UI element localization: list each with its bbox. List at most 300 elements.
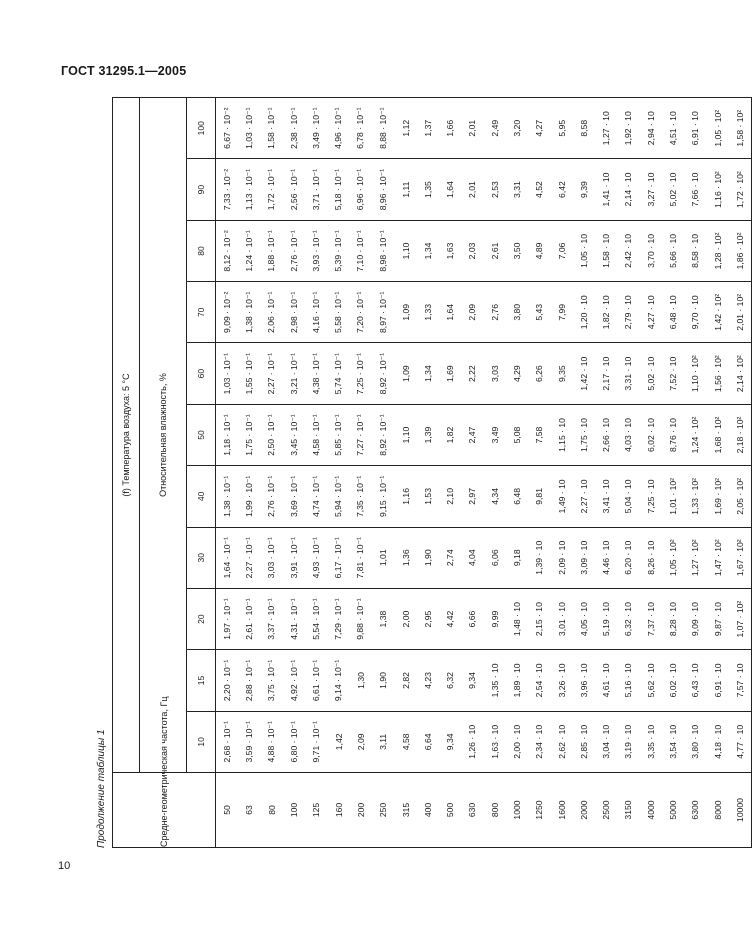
value-cell: 6,96 · 10⁻¹ — [350, 159, 372, 220]
value-cell: 5,39 · 10⁻¹ — [327, 220, 349, 281]
value-cell: 1,13 · 10⁻¹ — [238, 159, 260, 220]
value-cell: 1,34 — [417, 220, 439, 281]
value-cell: 4,27 — [528, 98, 550, 159]
value-cell: 6,78 · 10⁻¹ — [350, 98, 372, 159]
value-cell: 1,75 · 10⁻¹ — [238, 404, 260, 465]
value-cell: 3,71 · 10⁻¹ — [305, 159, 327, 220]
value-cell: 2,15 · 10 — [528, 588, 550, 649]
value-cell: 4,05 · 10 — [573, 588, 595, 649]
frequency-cell: 10000 — [729, 773, 752, 848]
value-cell: 5,74 · 10⁻¹ — [327, 343, 349, 404]
value-cell: 1,09 — [394, 282, 416, 343]
frequency-cell: 63 — [238, 773, 260, 848]
table-row — [550, 98, 572, 848]
value-cell: 6,61 · 10⁻¹ — [305, 650, 327, 711]
value-cell: 9,87 · 10 — [707, 588, 729, 649]
value-cell: 1,82 — [439, 404, 461, 465]
frequency-cell: 4000 — [640, 773, 662, 848]
value-cell: 1,42 · 10 — [573, 343, 595, 404]
value-cell: 3,20 — [506, 98, 528, 159]
table-row — [439, 98, 461, 848]
table-row — [261, 98, 283, 848]
value-cell: 3,31 — [506, 159, 528, 220]
value-cell: 1,90 — [417, 527, 439, 588]
frequency-cell: 1600 — [550, 773, 572, 848]
value-cell: 7,52 · 10 — [662, 343, 684, 404]
value-cell: 6,48 · 10 — [662, 282, 684, 343]
value-cell: 5,16 · 10 — [617, 650, 639, 711]
value-cell: 2,62 · 10 — [550, 711, 572, 772]
value-cell: 1,88 · 10⁻¹ — [261, 220, 283, 281]
value-cell: 1,01 — [372, 527, 394, 588]
value-cell: 1,47 · 10² — [707, 527, 729, 588]
value-cell: 1,39 — [417, 404, 439, 465]
table-row — [238, 98, 260, 848]
value-cell: 2,27 · 10⁻¹ — [261, 343, 283, 404]
value-cell: 7,99 — [550, 282, 572, 343]
value-cell: 2,54 · 10 — [528, 650, 550, 711]
value-cell: 4,51 · 10 — [662, 98, 684, 159]
value-cell: 2,49 — [484, 98, 506, 159]
value-cell: 7,58 — [528, 404, 550, 465]
value-cell: 1,11 — [394, 159, 416, 220]
value-cell: 1,27 · 10² — [684, 527, 706, 588]
value-cell: 5,54 · 10⁻¹ — [305, 588, 327, 649]
table-row — [729, 98, 752, 848]
table-row — [394, 98, 416, 848]
value-cell: 1,35 · 10 — [484, 650, 506, 711]
value-cell: 9,71 · 10⁻¹ — [305, 711, 327, 772]
value-cell: 2,17 · 10 — [595, 343, 617, 404]
value-cell: 1,64 — [439, 282, 461, 343]
value-cell: 1,39 · 10 — [528, 527, 550, 588]
value-cell: 1,03 · 10⁻¹ — [238, 98, 260, 159]
value-cell: 1,58 · 10⁻¹ — [261, 98, 283, 159]
value-cell: 5,85 · 10⁻¹ — [327, 404, 349, 465]
value-cell: 4,77 · 10 — [729, 711, 752, 772]
value-cell: 2,88 · 10⁻¹ — [238, 650, 260, 711]
value-cell: 9,35 — [550, 343, 572, 404]
frequency-cell: 250 — [372, 773, 394, 848]
page-number: 10 — [58, 860, 71, 872]
value-cell: 1,16 — [394, 466, 416, 527]
table-row — [305, 98, 327, 848]
table-row — [461, 98, 483, 848]
value-cell: 2,09 — [461, 282, 483, 343]
humidity-column-header: 50 — [187, 404, 216, 465]
value-cell: 9,15 · 10⁻¹ — [372, 466, 394, 527]
value-cell: 3,96 · 10 — [573, 650, 595, 711]
value-cell: 5,62 · 10 — [640, 650, 662, 711]
value-cell: 3,54 · 10 — [662, 711, 684, 772]
value-cell: 1,28 · 10² — [707, 220, 729, 281]
value-cell: 2,20 · 10⁻¹ — [216, 650, 239, 711]
value-cell: 8,76 · 10 — [662, 404, 684, 465]
frequency-cell: 200 — [350, 773, 372, 848]
value-cell: 2,03 — [461, 220, 483, 281]
value-cell: 4,92 · 10⁻¹ — [283, 650, 305, 711]
frequency-cell: 2500 — [595, 773, 617, 848]
value-cell: 1,64 · 10⁻¹ — [216, 527, 239, 588]
value-cell: 1,89 · 10 — [506, 650, 528, 711]
value-cell: 7,25 · 10⁻¹ — [350, 343, 372, 404]
table-row — [707, 98, 729, 848]
value-cell: 3,91 · 10⁻¹ — [283, 527, 305, 588]
frequency-cell: 630 — [461, 773, 483, 848]
value-cell: 6,43 · 10 — [684, 650, 706, 711]
value-cell: 9,99 — [484, 588, 506, 649]
value-cell: 1,56 · 10² — [707, 343, 729, 404]
value-cell: 1,15 · 10 — [550, 404, 572, 465]
value-cell: 3,09 · 10 — [573, 527, 595, 588]
value-cell: 4,38 · 10⁻¹ — [305, 343, 327, 404]
table-row — [216, 98, 239, 848]
value-cell: 2,76 — [484, 282, 506, 343]
value-cell: 7,35 · 10⁻¹ — [350, 466, 372, 527]
value-cell: 7,10 · 10⁻¹ — [350, 220, 372, 281]
table-row — [327, 98, 349, 848]
value-cell: 1,09 — [394, 343, 416, 404]
value-cell: 8,97 · 10⁻¹ — [372, 282, 394, 343]
value-cell: 1,58 · 10 — [595, 220, 617, 281]
value-cell: 4,58 — [394, 711, 416, 772]
value-cell: 3,11 — [372, 711, 394, 772]
value-cell: 2,68 · 10⁻¹ — [216, 711, 239, 772]
value-cell: 1,10 — [394, 404, 416, 465]
value-cell: 1,05 · 10² — [707, 98, 729, 159]
value-cell: 7,27 · 10⁻¹ — [350, 404, 372, 465]
value-cell: 4,46 · 10 — [595, 527, 617, 588]
value-cell: 8,12 · 10⁻² — [216, 220, 239, 281]
value-cell: 4,96 · 10⁻¹ — [327, 98, 349, 159]
value-cell: 3,70 · 10 — [640, 220, 662, 281]
value-cell: 9,18 — [506, 527, 528, 588]
value-cell: 1,10 · 10² — [684, 343, 706, 404]
value-cell: 2,76 · 10⁻¹ — [283, 220, 305, 281]
value-cell: 3,19 · 10 — [617, 711, 639, 772]
value-cell: 2,14 · 10 — [617, 159, 639, 220]
value-cell: 5,18 · 10⁻¹ — [327, 159, 349, 220]
table-body — [216, 98, 752, 848]
value-cell: 9,34 — [461, 650, 483, 711]
value-cell: 2,00 · 10 — [506, 711, 528, 772]
value-cell: 9,81 — [528, 466, 550, 527]
value-cell: 4,04 — [461, 527, 483, 588]
value-cell: 1,63 · 10 — [484, 711, 506, 772]
value-cell: 1,07 · 10² — [729, 588, 752, 649]
value-cell: 9,09 · 10⁻² — [216, 282, 239, 343]
value-cell: 4,03 · 10 — [617, 404, 639, 465]
value-cell: 2,09 · 10 — [550, 527, 572, 588]
value-cell: 9,39 — [573, 159, 595, 220]
value-cell: 6,91 · 10 — [707, 650, 729, 711]
value-cell: 1,05 · 10 — [573, 220, 595, 281]
value-cell: 3,45 · 10⁻¹ — [283, 404, 305, 465]
value-cell: 1,33 — [417, 282, 439, 343]
value-cell: 3,01 · 10 — [550, 588, 572, 649]
value-cell: 8,88 · 10⁻¹ — [372, 98, 394, 159]
value-cell: 5,08 — [506, 404, 528, 465]
value-cell: 2,22 — [461, 343, 483, 404]
value-cell: 7,37 · 10 — [640, 588, 662, 649]
value-cell: 1,92 · 10 — [617, 98, 639, 159]
table-row — [595, 98, 617, 848]
value-cell: 4,93 · 10⁻¹ — [305, 527, 327, 588]
value-cell: 2,38 · 10⁻¹ — [283, 98, 305, 159]
value-cell: 9,14 · 10⁻¹ — [327, 650, 349, 711]
value-cell: 5,02 · 10 — [662, 159, 684, 220]
value-cell: 4,89 — [528, 220, 550, 281]
value-cell: 2,61 — [484, 220, 506, 281]
value-cell: 1,36 — [394, 527, 416, 588]
frequency-cell: 6300 — [684, 773, 706, 848]
table-row — [506, 98, 528, 848]
humidity-column-header: 100 — [187, 98, 216, 159]
value-cell: 6,66 — [461, 588, 483, 649]
value-cell: 1,27 · 10 — [595, 98, 617, 159]
value-cell: 6,42 — [550, 159, 572, 220]
value-cell: 6,32 · 10 — [617, 588, 639, 649]
rotated-table-block — [92, 98, 745, 848]
frequency-cell: 125 — [305, 773, 327, 848]
value-cell: 3,59 · 10⁻¹ — [238, 711, 260, 772]
value-cell: 1,72 · 10⁻¹ — [261, 159, 283, 220]
value-cell: 2,01 · 10² — [729, 282, 752, 343]
value-cell: 3,69 · 10⁻¹ — [283, 466, 305, 527]
value-cell: 1,66 — [439, 98, 461, 159]
value-cell: 3,49 · 10⁻¹ — [305, 98, 327, 159]
value-cell: 4,23 — [417, 650, 439, 711]
value-cell: 1,69 — [439, 343, 461, 404]
value-cell: 1,42 — [327, 711, 349, 772]
value-cell: 2,79 · 10 — [617, 282, 639, 343]
frequency-cell: 50 — [216, 773, 239, 848]
value-cell: 2,95 — [417, 588, 439, 649]
value-cell: 6,20 · 10 — [617, 527, 639, 588]
value-cell: 1,53 — [417, 466, 439, 527]
humidity-column-header: 70 — [187, 282, 216, 343]
value-cell: 1,86 · 10² — [729, 220, 752, 281]
value-cell: 1,64 — [439, 159, 461, 220]
table-row — [684, 98, 706, 848]
value-cell: 1,01 · 10² — [662, 466, 684, 527]
humidity-column-header: 80 — [187, 220, 216, 281]
value-cell: 4,52 — [528, 159, 550, 220]
value-cell: 1,75 · 10 — [573, 404, 595, 465]
value-cell: 5,02 · 10 — [640, 343, 662, 404]
table-row — [417, 98, 439, 848]
value-cell: 2,14 · 10² — [729, 343, 752, 404]
value-cell: 6,06 — [484, 527, 506, 588]
value-cell: 3,75 · 10⁻¹ — [261, 650, 283, 711]
value-cell: 1,38 · 10⁻¹ — [238, 282, 260, 343]
value-cell: 7,81 · 10⁻¹ — [350, 527, 372, 588]
frequency-cell: 315 — [394, 773, 416, 848]
table-row — [372, 98, 394, 848]
value-cell: 1,34 — [417, 343, 439, 404]
value-cell: 1,16 · 10² — [707, 159, 729, 220]
frequency-cell: 3150 — [617, 773, 639, 848]
value-cell: 1,35 — [417, 159, 439, 220]
humidity-column-header: 20 — [187, 588, 216, 649]
value-cell: 9,88 · 10⁻¹ — [350, 588, 372, 649]
value-cell: 4,16 · 10⁻¹ — [305, 282, 327, 343]
value-cell: 4,34 — [484, 466, 506, 527]
table-row — [617, 98, 639, 848]
value-cell: 9,34 — [439, 711, 461, 772]
value-cell: 1,12 — [394, 98, 416, 159]
value-cell: 1,69 · 10² — [707, 466, 729, 527]
frequency-cell: 2000 — [573, 773, 595, 848]
frequency-cell: 80 — [261, 773, 283, 848]
value-cell: 2,94 · 10 — [640, 98, 662, 159]
value-cell: 1,68 · 10² — [707, 404, 729, 465]
value-cell: 6,02 · 10 — [640, 404, 662, 465]
attenuation-table — [112, 97, 752, 848]
value-cell: 2,06 · 10⁻¹ — [261, 282, 283, 343]
value-cell: 2,05 · 10² — [729, 466, 752, 527]
table-row — [350, 98, 372, 848]
value-cell: 4,18 · 10 — [707, 711, 729, 772]
frequency-header: Средне-геометрическая частота, Гц — [113, 773, 216, 848]
value-cell: 2,98 · 10⁻¹ — [283, 282, 305, 343]
value-cell: 4,27 · 10 — [640, 282, 662, 343]
value-cell: 3,03 — [484, 343, 506, 404]
value-cell: 1,20 · 10 — [573, 282, 595, 343]
frequency-cell: 100 — [283, 773, 305, 848]
value-cell: 5,04 · 10 — [617, 466, 639, 527]
value-cell: 7,25 · 10 — [640, 466, 662, 527]
frequency-cell: 500 — [439, 773, 461, 848]
frequency-cell: 400 — [417, 773, 439, 848]
value-cell: 3,04 · 10 — [595, 711, 617, 772]
value-cell: 8,92 · 10⁻¹ — [372, 404, 394, 465]
value-cell: 6,91 · 10 — [684, 98, 706, 159]
table-row — [662, 98, 684, 848]
value-cell: 2,53 — [484, 159, 506, 220]
humidity-column-header: 60 — [187, 343, 216, 404]
value-cell: 6,32 — [439, 650, 461, 711]
value-cell: 6,48 — [506, 466, 528, 527]
value-cell: 4,74 · 10⁻¹ — [305, 466, 327, 527]
value-cell: 5,66 · 10 — [662, 220, 684, 281]
value-cell: 5,95 — [550, 98, 572, 159]
table-caption: Продолжение таблицы 1 — [96, 729, 107, 848]
value-cell: 5,58 · 10⁻¹ — [327, 282, 349, 343]
value-cell: 8,58 · 10 — [684, 220, 706, 281]
value-cell: 1,24 · 10² — [684, 404, 706, 465]
frequency-cell: 8000 — [707, 773, 729, 848]
value-cell: 3,50 — [506, 220, 528, 281]
value-cell: 3,03 · 10⁻¹ — [261, 527, 283, 588]
frequency-cell: 800 — [484, 773, 506, 848]
value-cell: 2,42 · 10 — [617, 220, 639, 281]
value-cell: 3,80 — [506, 282, 528, 343]
value-cell: 5,43 — [528, 282, 550, 343]
humidity-axis-label: Относительная влажность, % — [140, 98, 187, 773]
value-cell: 7,06 — [550, 220, 572, 281]
value-cell: 7,33 · 10⁻² — [216, 159, 239, 220]
value-cell: 1,38 · 10⁻¹ — [216, 466, 239, 527]
value-cell: 2,18 · 10² — [729, 404, 752, 465]
value-cell: 2,01 — [461, 98, 483, 159]
table-row — [640, 98, 662, 848]
value-cell: 1,55 · 10⁻¹ — [238, 343, 260, 404]
value-cell: 6,64 — [417, 711, 439, 772]
value-cell: 2,97 — [461, 466, 483, 527]
value-cell: 2,61 · 10⁻¹ — [238, 588, 260, 649]
value-cell: 6,80 · 10⁻¹ — [283, 711, 305, 772]
value-cell: 1,18 · 10⁻¹ — [216, 404, 239, 465]
value-cell: 3,93 · 10⁻¹ — [305, 220, 327, 281]
frequency-cell: 160 — [327, 773, 349, 848]
value-cell: 4,29 — [506, 343, 528, 404]
value-cell: 2,76 · 10⁻¹ — [261, 466, 283, 527]
value-cell: 1,67 · 10² — [729, 527, 752, 588]
value-cell: 1,37 — [417, 98, 439, 159]
value-cell: 2,10 — [439, 466, 461, 527]
value-cell: 9,09 · 10 — [684, 588, 706, 649]
value-cell: 2,27 · 10⁻¹ — [238, 527, 260, 588]
value-cell: 6,17 · 10⁻¹ — [327, 527, 349, 588]
value-cell: 6,02 · 10 — [662, 650, 684, 711]
value-cell: 8,58 — [573, 98, 595, 159]
value-cell: 1,90 — [372, 650, 394, 711]
humidity-column-header: 30 — [187, 527, 216, 588]
value-cell: 2,50 · 10⁻¹ — [261, 404, 283, 465]
humidity-column-header: 90 — [187, 159, 216, 220]
table-row — [484, 98, 506, 848]
frequency-cell: 1000 — [506, 773, 528, 848]
value-cell: 1,99 · 10⁻¹ — [238, 466, 260, 527]
value-cell: 8,92 · 10⁻¹ — [372, 343, 394, 404]
table-row — [528, 98, 550, 848]
table-row — [283, 98, 305, 848]
value-cell: 2,01 — [461, 159, 483, 220]
value-cell: 1,48 · 10 — [506, 588, 528, 649]
value-cell: 3,26 · 10 — [550, 650, 572, 711]
value-cell: 6,67 · 10⁻² — [216, 98, 239, 159]
value-cell: 7,20 · 10⁻¹ — [350, 282, 372, 343]
value-cell: 1,05 · 10² — [662, 527, 684, 588]
value-cell: 4,61 · 10 — [595, 650, 617, 711]
value-cell: 2,47 — [461, 404, 483, 465]
value-cell: 4,42 — [439, 588, 461, 649]
humidity-column-headers — [187, 98, 216, 848]
value-cell: 2,85 · 10 — [573, 711, 595, 772]
value-cell: 2,66 · 10 — [595, 404, 617, 465]
value-cell: 8,26 · 10 — [640, 527, 662, 588]
humidity-column-header: 10 — [187, 711, 216, 772]
value-cell: 2,09 — [350, 711, 372, 772]
humidity-column-header: 15 — [187, 650, 216, 711]
value-cell: 4,88 · 10⁻¹ — [261, 711, 283, 772]
value-cell: 2,56 · 10⁻¹ — [283, 159, 305, 220]
value-cell: 1,41 · 10 — [595, 159, 617, 220]
value-cell: 1,58 · 10² — [729, 98, 752, 159]
value-cell: 3,37 · 10⁻¹ — [261, 588, 283, 649]
table-row — [573, 98, 595, 848]
value-cell: 2,34 · 10 — [528, 711, 550, 772]
value-cell: 1,82 · 10 — [595, 282, 617, 343]
value-cell: 3,31 · 10 — [617, 343, 639, 404]
value-cell: 1,72 · 10² — [729, 159, 752, 220]
value-cell: 5,94 · 10⁻¹ — [327, 466, 349, 527]
frequency-cell: 5000 — [662, 773, 684, 848]
humidity-column-header: 40 — [187, 466, 216, 527]
value-cell: 1,30 — [350, 650, 372, 711]
value-cell: 8,28 · 10 — [662, 588, 684, 649]
